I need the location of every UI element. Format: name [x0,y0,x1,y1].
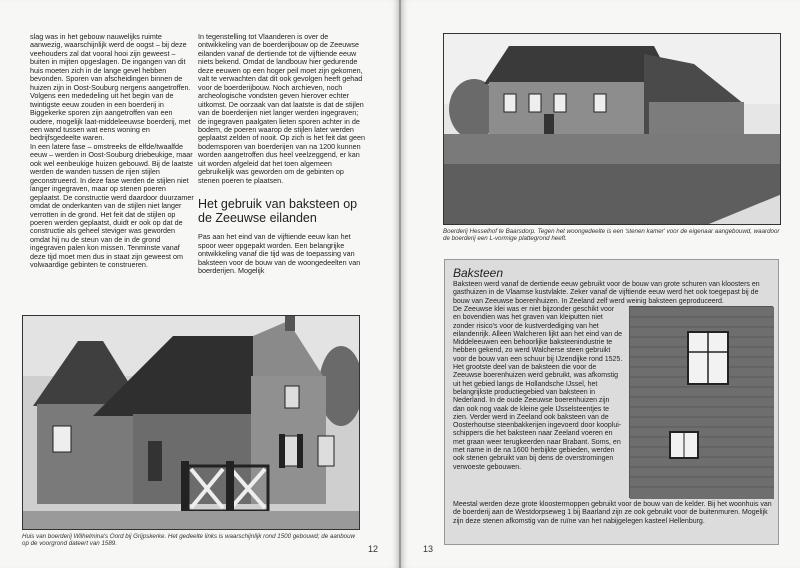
box-bottom-text: Meestal werden deze grote kloostermoppen gebruikt voor de bouw van de kelder. Bij het woonhuis van de boerderij aan de Westdorpseweg 1 bij Baarland zijn ze ook gebruikt voor de buitenmuren. Mogelijk zijn deze stenen afkomstig van de ruïne van het nabijgelegen kasteel Hellenburg. [453,501,772,525]
brick-wall-photo [629,306,773,498]
section-heading: Het gebruik van baksteen op de Zeeuwse eilanden [198,197,358,226]
left-page [0,0,399,568]
paragraph: In een latere fase – omstreeks de elfde/twaalfde eeuw – werden in Oost-Souburg driebeukige, maar ook wel eenbeukige huizen gebouwd. Bij de laatste werden de wanden tussen de rijen stijlen geconstrueerd. In deze fase werden de stijlen niet langer ingegraven, maar op stenen poeren geplaatst. De constructie werd daardoor duurzamer omdat de onderkanten van de stijlen niet langer verrotten in de grond. Het feit dat de stijlen op poeren werden geplaatst, duidt er ook op dat de constructie als geheel steviger was geworden omdat hij nu de steun van de in de grond ingegraven palen kon missen. Tenminste vanaf deze tijd moet men dus in staat zijn geweest om volwaardige gebinten te construeren. [30,141,194,270]
paragraph: Pas aan het eind van de vijftiende eeuw kan het spoor weer opgepakt worden. Een belangrijke ontwikkeling vanaf die tijd was de toepassing van baksteen voor de bouw van de woongedeelten van boerderijen. Mogelijk [198,232,361,275]
box-title: Baksteen [453,266,504,280]
box-intro-text: Baksteen werd vanaf de dertiende eeuw gebruikt voor de bouw van grote schuren van kloosters en gasthuizen in de Vlaamse kustvlakte. Zeker vanaf de vijftiende eeuw werd het ook toegepast bij de bouw van Zeeuwse boerenhuizen. In Zeeland zelf werd weinig baksteen geproduceerd. [453,281,760,305]
paragraph: In tegenstelling tot Vlaanderen is over de ontwikkeling van de boerderijbouw op de Zeeuwse eilanden vanaf de dertiende tot de vijftiende eeuw niets bekend. Omdat de landbouw hier gedurende deze eeuwen op een hoger peil moet zijn gekomen, valt te verwachten dat dit ook gevolgen heeft gehad voor de boerderijbouw. Noch archieven, noch archeologische vondsten geven hierover echter uitkomst. De oorzaak van dat laatste is dat de stijlen van de boerderijen niet langer werden ingegraven; de ingegraven paalgaten lieten sporen achter in de bodem, de poeren waarop de stijlen later werden geplaatst zelden of nooit. Op zich is het feit dat geen bodemsporen van boerderijen van na 1200 kunnen worden aangetroffen dus heel veelzeggend, er kan uit worden afgeleid dat het toen algemeen gebruikelijk was geworden om de gebinten op stenen poeren te plaatsen. [198,32,366,185]
left-column-1 [30,33,194,270]
photo-caption: Boerderij Hesselhof te Baarsdorp. Tegen het woongedeelte is een 'stenen kamer' voor de eigenaar aangebouwd, waardoor de boerderij een L-vormige plattegrond heeft. [443,228,780,243]
farmhouse-photo-baarsdorp [443,33,781,225]
baksteen-info-box [444,259,779,545]
page-number: 13 [423,544,434,554]
farmhouse-photo-grijpskerke [22,315,360,530]
page-number: 12 [368,544,379,554]
left-column-2 [198,33,366,275]
photo-caption: Huis van boerderij Wilhelmina's Oord bij Grijpskerke. Het gedeelte links is waarschijnlijk rond 1500 gebouwd; de aanbouw op de voorgrond dateert van 1589. [22,533,356,548]
paragraph: slag was in het gebouw nauwelijks ruimte aanwezig, waarschijnlijk werd de oogst – bij deze veehouders zal dat vooral hooi zijn geweest – buiten in mijten opgeslagen. De ingangen van dit huis moeten zich in de lange gevel hebben bevonden. Sporen van afscheidingen binnen de huizen zijn in Oost-Souburg nergens aangetroffen. Volgens een mededeling uit het begin van de twintigste eeuw zouden in een boerderij in Biggekerke sporen zijn aangetroffen van een oudere, mogelijk laat-middeleeuwse boerderij, met een wand tussen wat eens woning en bedrijfsgedeelte waren. [30,32,191,143]
box-left-text: De Zeeuwse klei was er niet bijzonder geschikt voor en bovendien was het graven van kleiputten niet zonder risico's voor de kustverdediging van het eilandenrijk. Alleen Walcheren lijkt aan het eind van de Middeleeuwen een behoorlijke baksteenindustrie te hebben gekend, zo werd Walcherse steen gebruikt voor de bouw van een schuur bij IJzendijke rond 1525. Het grootste deel van de baksteen die voor de Zeeuwse boerenhuizen werd gebruikt, was afkomstig uit het gebied langs de Hollandsche IJssel, het belangrijkste productiegebied van baksteen in Nederland. In de oude Zeeuwse boerenhuizen zijn dan ook nog vaak de kleine gele IJsselsteentjes te zien. Verder werd in Zeeland ook baksteen van de Oosterhoutse steenbakkerijen ingevoerd door kooplui-schippers die het baksteen naar Zeeland voeren en met graan weer terugkeerden naar Brabant. Soms, en met name in de na 1600 herbijkte gebieden, werden ook stenen gebruikt van bij dens de overstromingen verwoeste gebouwen. [453,306,623,471]
